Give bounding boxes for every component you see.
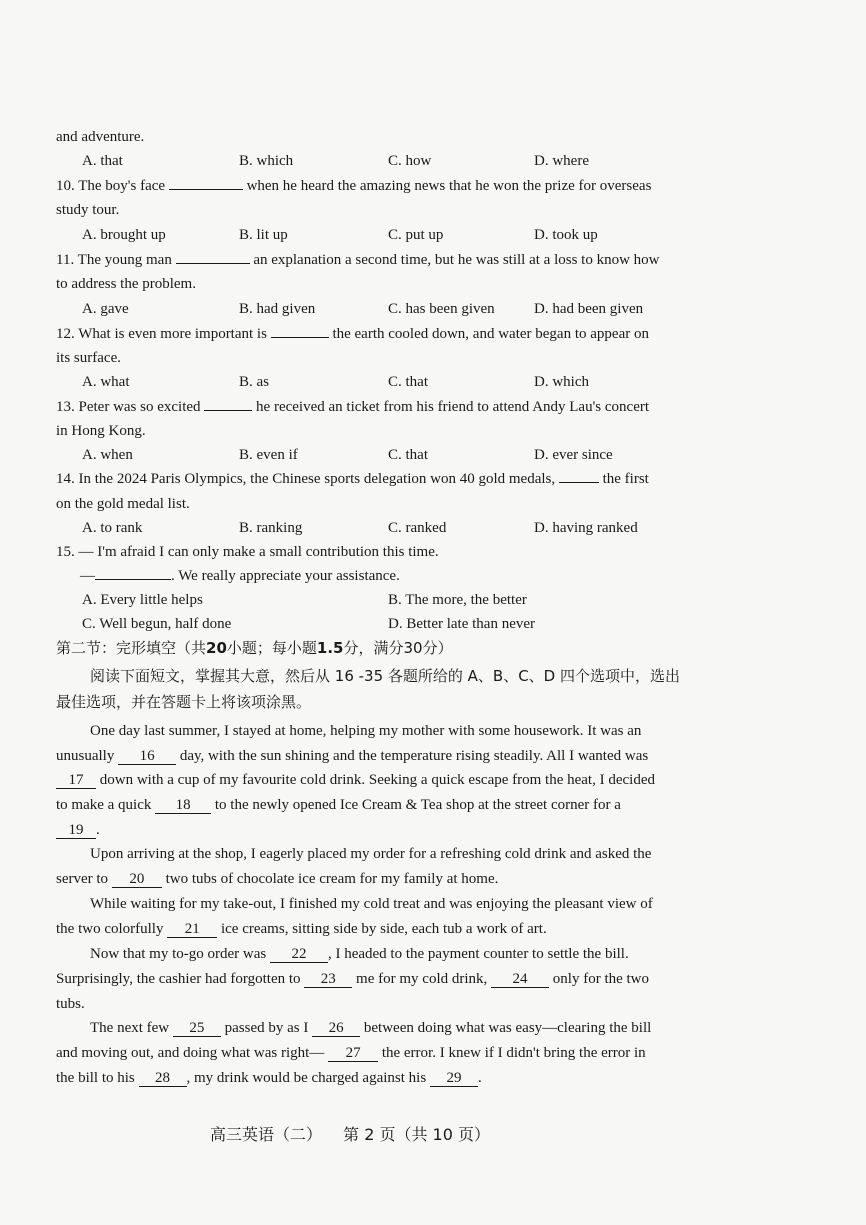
- blank-29: 29: [430, 1070, 478, 1087]
- q9-continuation: and adventure.: [56, 129, 145, 145]
- passage-p5-line3: the bill to his 28 , my drink would be charged against his 29 .: [56, 1070, 482, 1086]
- q12-continuation: its surface.: [56, 350, 121, 366]
- passage-p1-line3: 17 down with a cup of my favourite cold drink. Seeking a quick escape from the heat, I decided: [56, 770, 716, 790]
- footer-subject: 高三英语（二）: [210, 1125, 323, 1144]
- q13-option-b: B. even if: [239, 447, 298, 463]
- q11-option-c: C. has been given: [388, 301, 495, 317]
- blank-23: 23: [304, 971, 352, 988]
- q11-option-a: A. gave: [82, 301, 129, 317]
- q10-continuation: study tour.: [56, 202, 120, 218]
- passage-p1-line2: unusually 16 day, with the sun shining and the temperature rising steadily. All I wanted was: [56, 748, 649, 764]
- blank-22: 22: [270, 946, 328, 963]
- q10-option-a: A. brought up: [82, 227, 166, 243]
- q14-option-b: B. ranking: [239, 520, 303, 536]
- passage-p4-line3: tubs.: [56, 996, 85, 1012]
- q14-option-d: D. having ranked: [534, 520, 638, 536]
- q14-options: [82, 518, 682, 538]
- q15-blank: [95, 579, 171, 580]
- q10-options: [82, 225, 682, 245]
- q12-options: [82, 372, 682, 392]
- q9-option-a: A. that: [82, 153, 123, 169]
- passage-p1-line5: 19 .: [56, 820, 714, 840]
- q12-option-a: A. what: [82, 374, 130, 390]
- q15-option-b: B. The more, the better: [388, 592, 527, 608]
- blank-24: 24: [491, 971, 549, 988]
- q15-line1: 15. — I'm afraid I can only make a small contribution this time.: [56, 544, 439, 560]
- q11-option-d: D. had been given: [534, 301, 644, 317]
- blank-27: 27: [328, 1045, 378, 1062]
- q11-blank: [176, 263, 250, 264]
- q15-options-row2: [82, 614, 682, 634]
- passage-p3-line1: While waiting for my take-out, I finished my cold treat and was enjoying the pleasant view of: [90, 896, 653, 912]
- q11-stem: 11. The young man an explanation a second time, but he was still at a loss to know how: [56, 252, 660, 268]
- q13-blank: [204, 410, 252, 411]
- q10-option-c: C. put up: [388, 227, 444, 243]
- passage-p4-line2: Surprisingly, the cashier had forgotten to 23 me for my cold drink, 24 only for the two: [56, 971, 650, 987]
- q14-option-c: C. ranked: [388, 520, 447, 536]
- q15-line2: — . We really appreciate your assistance.: [80, 568, 400, 584]
- q9-option-b: B. which: [239, 153, 294, 169]
- q15-option-a: A. Every little helps: [82, 592, 203, 608]
- q10-blank: [169, 189, 243, 190]
- section2-instruction-line1: 阅读下面短文，掌握其大意，然后从 16 -35 各题所给的 A、B、C、D 四个选项中，选出: [90, 667, 681, 685]
- q13-option-c: C. that: [388, 447, 428, 463]
- q15-option-c: C. Well begun, half done: [82, 616, 232, 632]
- passage-p1-line4: to make a quick 18 to the newly opened Ice Cream & Tea shop at the street corner for a: [56, 797, 621, 813]
- blank-26: 26: [312, 1020, 360, 1037]
- q15-option-d: D. Better late than never: [388, 616, 536, 632]
- q14-continuation: on the gold medal list.: [56, 496, 190, 512]
- blank-16: 16: [118, 748, 176, 765]
- passage-p4-line1: Now that my to-go order was 22 , I headed to the payment counter to settle the bill.: [90, 946, 629, 962]
- q13-option-a: A. when: [82, 447, 133, 463]
- q11-options: [82, 299, 682, 319]
- q9-option-d: D. where: [534, 153, 589, 169]
- footer-page-number: 第 2 页（共 10 页）: [343, 1125, 490, 1144]
- q13-option-d: D. ever since: [534, 447, 613, 463]
- q15-options-row1: [82, 590, 682, 610]
- passage-p5-line2: and moving out, and doing what was right— 27 the error. I knew if I didn't bring the error in: [56, 1045, 646, 1061]
- blank-28: 28: [139, 1070, 187, 1087]
- q12-option-b: B. as: [239, 374, 269, 390]
- q9-options: [82, 151, 682, 171]
- q12-option-d: D. which: [534, 374, 589, 390]
- q9-option-c: C. how: [388, 153, 432, 169]
- blank-25: 25: [173, 1020, 221, 1037]
- blank-21: 21: [167, 921, 217, 938]
- q14-stem: 14. In the 2024 Paris Olympics, the Chinese sports delegation won 40 gold medals, the first: [56, 471, 649, 487]
- blank-19: 19: [56, 822, 96, 839]
- section2-heading: 第二节：完形填空（共20小题；每小题1.5分，满分30分）: [56, 639, 453, 657]
- blank-20: 20: [112, 871, 162, 888]
- q13-continuation: in Hong Kong.: [56, 423, 146, 439]
- passage-p1-line1: One day last summer, I stayed at home, helping my mother with some housework. It was an: [90, 723, 642, 739]
- q11-continuation: to address the problem.: [56, 276, 196, 292]
- q14-option-a: A. to rank: [82, 520, 143, 536]
- q10-stem: 10. The boy's face when he heard the amazing news that he won the prize for overseas: [56, 178, 652, 194]
- q10-option-d: D. took up: [534, 227, 598, 243]
- section2-instruction-line2: 最佳选项，并在答题卡上将该项涂黑。: [56, 693, 312, 711]
- blank-17: 17: [56, 772, 96, 789]
- passage-p3-line2: the two colorfully 21 ice creams, sitting side by side, each tub a work of art.: [56, 921, 547, 937]
- q12-blank: [271, 337, 329, 338]
- blank-18: 18: [155, 797, 211, 814]
- page-footer: [210, 1122, 506, 1145]
- q13-stem: 13. Peter was so excited he received an ticket from his friend to attend Andy Lau's concert: [56, 399, 650, 415]
- q13-options: [82, 445, 682, 465]
- passage-p2-line2: server to 20 two tubs of chocolate ice cream for my family at home.: [56, 871, 499, 887]
- passage-p2-line1: Upon arriving at the shop, I eagerly placed my order for a refreshing cold drink and asked the: [90, 846, 652, 862]
- passage-p5-line1: The next few 25 passed by as I 26 between doing what was easy—clearing the bill: [90, 1020, 652, 1036]
- q12-option-c: C. that: [388, 374, 428, 390]
- q14-blank: [559, 482, 599, 483]
- q10-option-b: B. lit up: [239, 227, 288, 243]
- q12-stem: 12. What is even more important is the earth cooled down, and water began to appear on: [56, 326, 649, 342]
- q11-option-b: B. had given: [239, 301, 316, 317]
